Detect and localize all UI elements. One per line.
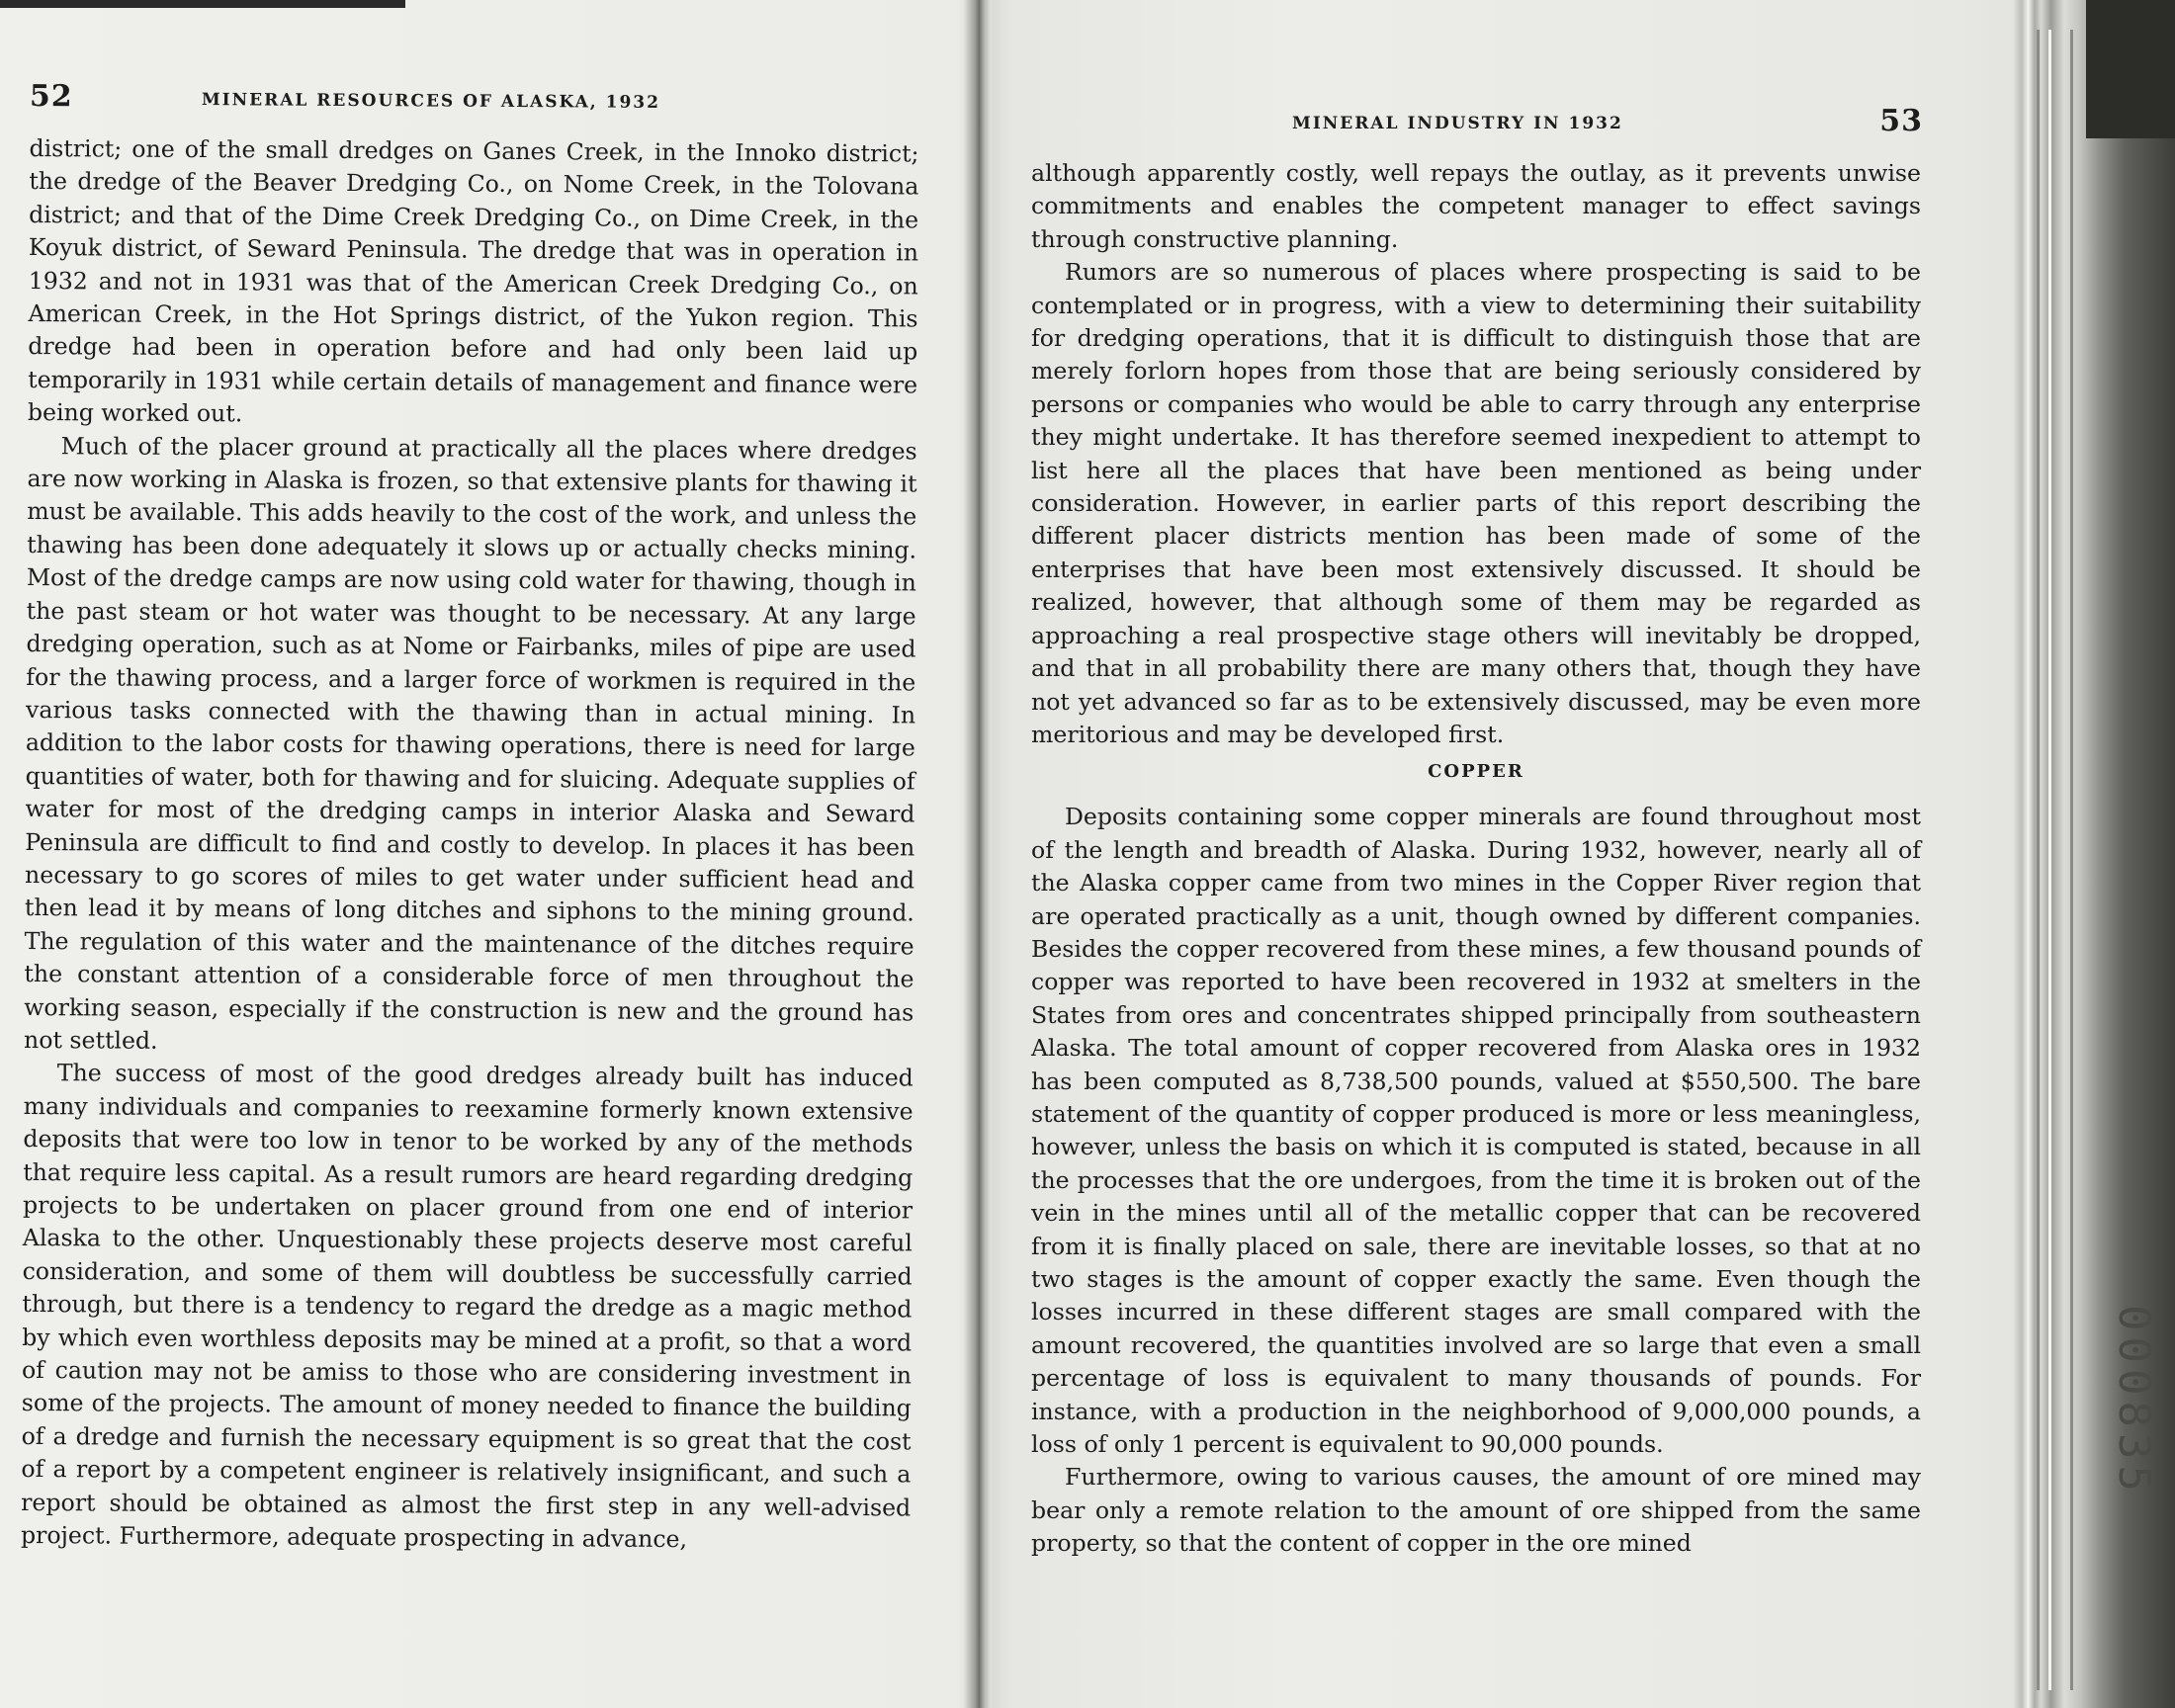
edge-stamp-number: 000835 [2109,1305,2159,1497]
page-number: 52 [29,79,73,115]
paragraph: The success of most of the good dredges already built has induced many individuals and companies to reexamine formerly known extensive deposits that were too low in tenor to be worked by any of the methods that require less capital. As a result rumors are heard regarding dredging projects to be undertaken on placer ground from one end of interior Alaska to the other. Unquestionably these projects deserve most careful consideration, and some of them will doubtless be successfully carried through, but there is a tendency to regard the dredge as a magic method by which even worthless deposits may be mined at a profit, so that a word of caution may not be amiss to those who are considering investment in some of the projects. The amount of money needed to finance the building of a dredge and furnish the necessary equipment is so great that the cost of a report by a competent engineer is relatively insignificant, and such a report should be obtained as almost the first step in any well-advised project. Furthermore, adequate prospecting in advance, [20,1059,914,1554]
page-body [21,132,919,1558]
page-edge-line [2048,30,2051,1690]
paragraph: although apparently costly, well repays the outlay, as it prevents unwise commitments and enables the competent manager to effect savings through constructive planning. [1031,159,1921,253]
paragraph: Rumors are so numerous of places where prospecting is said to be contemplated or in progress, with a view to determining their suitability for dredging operations, that it is difficult to distinguish those that are merely forlorn hopes from those that are being seriously considered by persons or companies who would be able to carry through any enterprise they might undertake. It has therefore seemed inexpedient to attempt to list here all the places that have been mentioned as being under consideration. However, in earlier parts of this report describing the different placer districts mention has been made of some of the enterprises that have been most extensively discussed. It should be realized, however, that although some of them may be regarded as approaching a real prospective stage others will inevitably be dropped, and that in all probability there are many others that, though they have not yet advanced so far as to be extensively discussed, may be even more meritorious and may be developed first. [1031,258,1921,748]
page-edge-line [2070,30,2073,1690]
running-head-title: MINERAL RESOURCES OF ALASKA, 1932 [201,90,661,113]
page-edge-line [2037,30,2040,1690]
paragraph: Deposits containing some copper minerals are found throughout most of the length and breadth of Alaska. During 1932, however, nearly all of the Alaska copper came from two mines in the Copper River region that are operated practically as a unit, though owned by different companies. Besides the copper recovered from these mines, a few thousand pounds of copper was reported to have been recovered in 1932 at smelters in the States from ores and concentrates shipped principally from southeastern Alaska. The total amount of copper recovered from Alaska ores in 1932 has been computed as 8,738,500 pounds, valued at $550,500. The bare statement of the quantity of copper produced is more or less meaningless, however, unless the basis on which it is computed is stated, because in all the processes that the ore undergoes, from the time it is broken out of the vein in the mines until all of the metallic copper that can be recovered from it is finally placed on sale, there are inevitable losses, so that at no two stages is the amount of copper exactly the same. Even though the losses incurred in these different stages are small compared with the amount recovered, the quantities involved are so large that even a small percentage of loss is equivalent to many thousands of pounds. For instance, with a production in the neighborhood of 9,000,000 pounds, a loss of only 1 percent is equivalent to 90,000 pounds. [1031,803,1921,1459]
paragraph: Much of the placer ground at practically all the places where dredges are now working in Alaska is frozen, so that extensive plants for thawing it must be available. This adds heavily to the cost of the work, and unless the thawing has been done adequately it slows up or actually checks mining. Most of the dredge camps are now using cold water for thawing, though in the past steam or hot water was thought to be necessary. At any large dredging operation, such as at Nome or Fairbanks, miles of pipe are used for the thawing process, and a larger force of workmen is required in the various tasks connected with the thawing than in actual mining. In addition to the labor costs for thawing operations, there is need for large quantities of water, both for thawing and for sluicing. Adequate supplies of water for most of the dredging camps in interior Alaska and Seward Peninsula are difficult to find and costly to develop. In places it has been necessary to go scores of miles to get water under sufficient head and then lead it by means of long ditches and siphons to the mining ground. The regulation of this water and the maintenance of the ditches require the constant attention of a considerable force of men throughout the working season, especially if the construction is new and the ground has not settled. [23,431,917,1055]
scan-border [0,0,405,8]
paragraph: district; one of the small dredges on Ganes Creek, in the Innoko district; the dredge of the Beaver Dredging Co., on Nome Creek, in the Tolovana district; and that of the Dime Creek Dredging Co., on Dime Creek, in the Koyuk district, of Seward Peninsula. The dredge that was in operation in 1932 and not in 1931 was that of the American Creek Dredging Co., on American Creek, in the Hot Springs district, of the Yukon region. This dredge had been in operation before and had only been laid up temporarily in 1931 while certain details of management and finance were being worked out. [27,133,919,428]
paragraph: Furthermore, owing to various causes, the amount of ore mined may bear only a remote relation to the amount of ore shipped from the same property, so that the content of copper in the ore mined [1031,1463,1921,1558]
book-gutter [964,0,992,1708]
running-head [1031,104,1921,143]
right-page [1031,104,1921,1561]
running-head-title: MINERAL INDUSTRY IN 1932 [1292,114,1623,133]
scan-border [2086,0,2175,138]
running-head [30,79,919,124]
left-page [21,79,919,1558]
page-number: 53 [1879,104,1923,138]
page-body [1031,157,1921,1561]
section-heading: COPPER [1428,761,1524,783]
